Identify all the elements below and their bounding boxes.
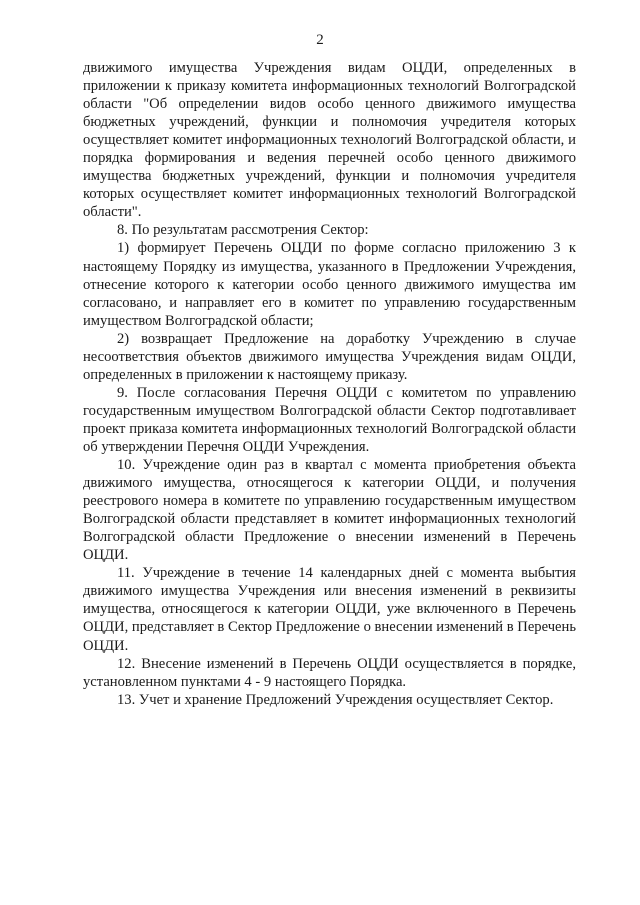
paragraph-13: 13. Учет и хранение Предложений Учреждения осуществляет Сектор.	[117, 691, 554, 708]
paragraph-continuation: движимого имущества Учреждения видам ОЦДИ, определенных в приложении к приказу комитета информационных технологий Волгоградской области "Об определении видов особо ценного движимого имущества бюджетных учреждений, функции и полномочия учредителя которых осуществляет комитет информационных технологий Волгоградской области, и порядка формирования и ведения перечней особо ценного движимого имущества бюджетных учреждений, функции и полномочия учредителя которых осуществляет комитет информационных технологий Волгоградской области".	[83, 60, 576, 221]
paragraph-10: 10. Учреждение один раз в квартал с момента приобретения объекта движимого имущества, относящегося к категории ОЦДИ, и получения реестрового номера в комитете по управлению государственным имуществом Волгоградской области представляет в комитет информационных технологий Волгоградской области Предложение о внесении изменений в Перечень ОЦДИ.	[83, 457, 576, 564]
document-body	[83, 59, 576, 709]
paragraph-9: 9. После согласования Перечня ОЦДИ с комитетом по управлению государственным имуществом Волгоградской области Сектор подготавливает проект приказа комитета информационных технологий Волгоградской области об утверждении Перечня ОЦДИ Учреждения.	[83, 384, 576, 455]
paragraph-8-1: 1) формирует Перечень ОЦДИ по форме согласно приложению 3 к настоящему Порядку из имущества, указанного в Предложении Учреждения, отнесение которого к категории особо ценного движимого имущества им согласовано, и направляет его в комитет по управлению государственным имуществом Волгоградской области;	[83, 240, 576, 329]
paragraph-8-2: 2) возвращает Предложение на доработку Учреждению в случае несоответствия объектов движимого имущества Учреждения видам ОЦДИ, определенных в приложении к настоящему приказу.	[83, 330, 576, 383]
page-number: 2	[316, 32, 324, 48]
paragraph-12: 12. Внесение изменений в Перечень ОЦДИ осуществляется в порядке, установленном пунктами 4 - 9 настоящего Порядка.	[83, 655, 576, 690]
paragraph-8: 8. По результатам рассмотрения Сектор:	[117, 222, 369, 239]
paragraph-11: 11. Учреждение в течение 14 календарных дней с момента выбытия движимого имущества Учреждения или внесения изменений в реквизиты имущества, относящегося к категории ОЦДИ, уже включенного в Перечень ОЦДИ, представляет в Сектор Предложение о внесении изменений в Перечень ОЦДИ.	[83, 565, 576, 654]
